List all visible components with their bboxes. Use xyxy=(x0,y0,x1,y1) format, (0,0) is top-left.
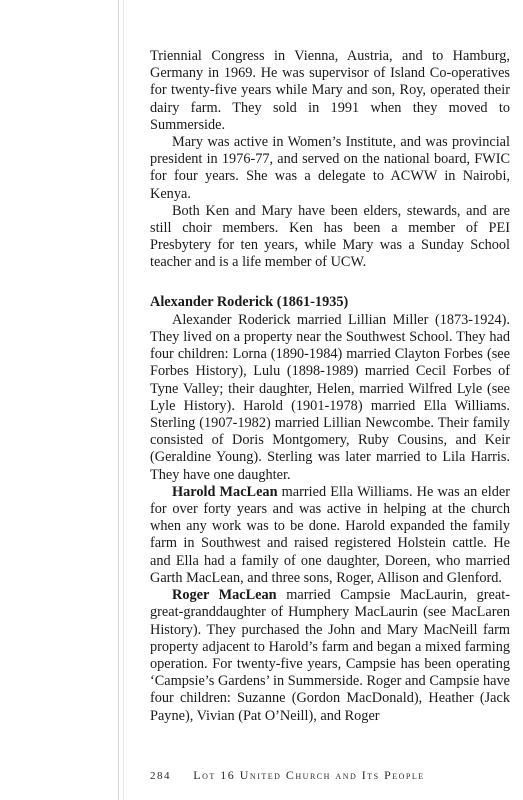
name-roger-maclean: Roger MacLean xyxy=(172,587,277,604)
binding-shadow-line xyxy=(118,0,119,800)
running-title: Lot 16 United Church and Its People xyxy=(193,768,425,782)
section-gap xyxy=(150,272,510,294)
paragraph-roger-maclean xyxy=(150,587,510,725)
paragraph-triennial: Triennial Congress in Vienna, Austria, and to Hamburg, Germany in 1969. He was supervisor of Island Co-operatives for twenty-five years while Mary and son, Roy, operated their dairy farm. They sold in 1991 when they moved to Summerside. xyxy=(150,48,510,133)
binding-shadow-line-inner xyxy=(123,0,124,800)
page-number: 284 xyxy=(150,770,171,782)
paragraph-mary-womens-institute: Mary was active in Women’s Institute, and was provincial president in 1976-77, and served on the national board, FWIC for four years. She was a delegate to ACWW in Nairobi, Kenya. xyxy=(150,134,510,202)
section-heading: Alexander Roderick (1861-1935) xyxy=(150,293,349,310)
name-harold-maclean: Harold MacLean xyxy=(172,483,278,500)
paragraph-roger-text: married Campsie MacLaurin, great-great-granddaughter of Humphery MacLaurin (see MacLaren History). They purchased the John and Mary MacNeill farm property adjacent to Harold’s farm and began a mixed farming operation. For twenty-five years, Campsie has been operating ‘Campsie’s Gardens’ in Summerside. Roger and Campsie have four children: Suzanne (Gordon MacDonald), Heather (Jack Payne), Vivian (Pat O’Neill), and Roger xyxy=(150,587,510,724)
paragraph-alexander-roderick: Alexander Roderick married Lillian Miller (1873-1924). They lived on a property near the Southwest School. They had four children: Lorna (1890-1984) married Clayton Forbes (see Forbes History), Lulu (1898-1989) married Cecil Forbes of Tyne Valley; their daughter, Helen, married Wilfred Lyle (see Lyle History). Harold (1901-1978) married Ella Williams. Sterling (1907-1982) married Lillian Newcombe. Their family consisted of Doris Montgomery, Ruby Cousins, and Keir (Geraldine Young). Sterling was later married to Lila Harris. They have one daughter. xyxy=(150,311,510,483)
page-footer xyxy=(150,768,510,783)
paragraph-harold-maclean xyxy=(150,484,510,587)
paragraph-harold-text: married Ella Williams. He was an elder for over forty years and was active in helping at the church when any work was to be done. Harold expanded the family farm in Southwest and raised registered Holstein cattle. He and Ella had a family of one daughter, Doreen, who married Garth MacLean, and three sons, Roger, Allison and Glenford. xyxy=(150,483,510,586)
paragraph-ken-mary-elders: Both Ken and Mary have been elders, stewards, and are still choir members. Ken has been a member of PEI Presbytery for ten years, while Mary was a Sunday School teacher and is a life member of UCW. xyxy=(150,202,510,271)
page-body xyxy=(150,48,510,725)
